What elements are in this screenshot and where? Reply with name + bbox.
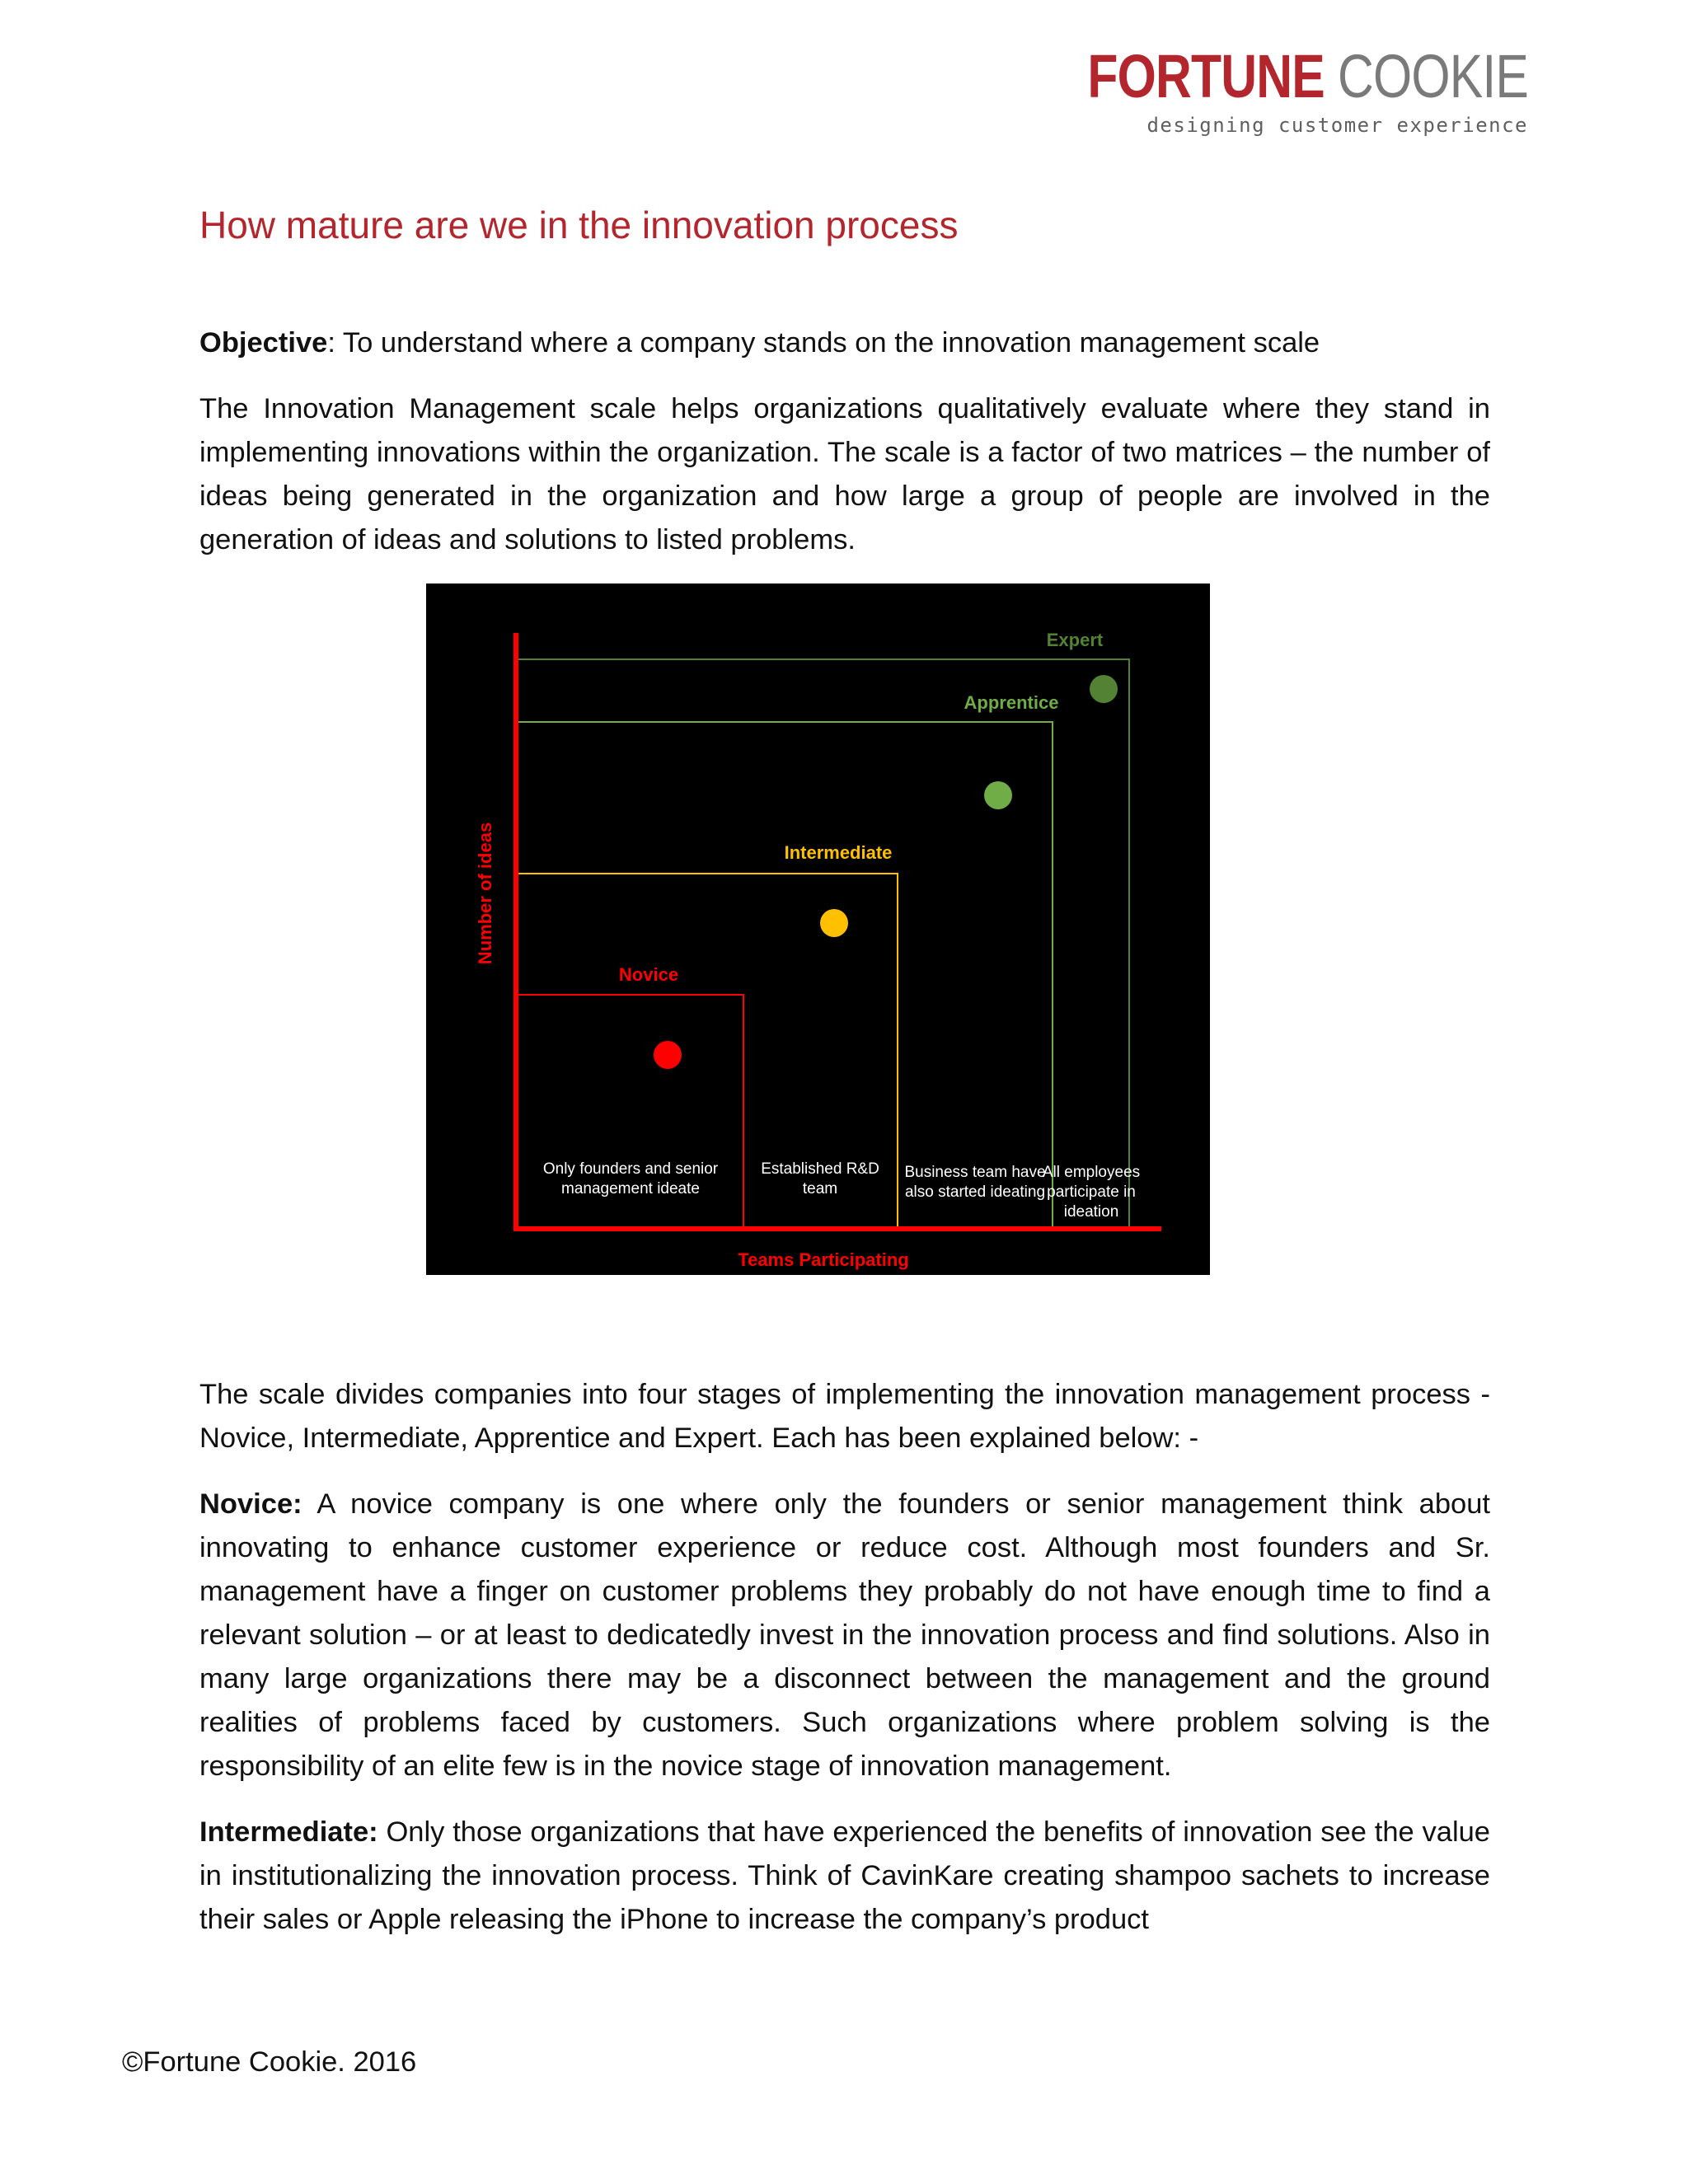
- brand-tagline: designing customer experience: [1146, 114, 1528, 137]
- novice-text: A novice company is one where only the founders or senior management think about innovating to enhance customer experience or reduce cost. Although most founders and Sr. management have a finger on customer problems they probably do not have enough time to find a relevant solution – or at least to dedicatedly invest in the innovation process and find solutions. Also in many large organizations there may be a disconnect between the management and the ground realities of problems faced by customers. Such organizations where problem solving is the responsibility of an elite few is in the novice stage of innovation management.: [199, 1488, 1490, 1782]
- team-label-intermediate: team: [802, 1180, 838, 1197]
- objective-label: Objective: [199, 327, 328, 359]
- chart-svg: [426, 583, 1210, 1275]
- innovation-maturity-chart: [426, 583, 1210, 1275]
- stages-intro-paragraph: The scale divides companies into four stages of implementing the innovation management process - Novice, Intermediate, Apprentice and Expert. Each has been explained below: -: [199, 1379, 1490, 1454]
- team-label-apprentice: also started ideating: [904, 1183, 1046, 1201]
- footer-copyright: ©Fortune Cookie. 2016: [122, 2046, 417, 2078]
- team-label-novice: management ideate: [561, 1180, 700, 1197]
- stage-box-expert: [516, 659, 1129, 1229]
- stages-section: [199, 1373, 1490, 1964]
- x-axis-title: Teams Participating: [738, 1249, 909, 1270]
- team-label-novice: Only founders and senior: [542, 1160, 719, 1178]
- brand-logo: [991, 42, 1528, 137]
- objective-paragraph: [199, 321, 1490, 365]
- novice-label: Novice:: [199, 1488, 302, 1520]
- stage-point-apprentice: [984, 781, 1012, 809]
- brand-name: [1087, 42, 1528, 110]
- stage-label-novice: Novice: [618, 964, 679, 985]
- stage-point-intermediate: [820, 909, 848, 937]
- brand-word-fortune: FORTUNE: [1087, 42, 1325, 110]
- intermediate-paragraph: [199, 1811, 1490, 1942]
- stage-point-novice: [654, 1041, 682, 1069]
- team-label-expert: participate in: [1047, 1183, 1136, 1201]
- page-title: How mature are we in the innovation process: [199, 204, 959, 246]
- stage-label-apprentice: Apprentice: [964, 692, 1059, 713]
- objective-text: : To understand where a company stands on the innovation management scale: [327, 327, 1320, 359]
- team-label-expert: ideation: [1063, 1203, 1119, 1221]
- intro-paragraph: The Innovation Management scale helps organizations qualitatively evaluate where they stand in implementing innovations within the organization. The scale is a factor of two matrices – the number of ideas being generated in the organization and how large a group of people are involved in the generation of ideas and solutions to listed problems.: [199, 393, 1490, 555]
- stage-box-apprentice: [516, 722, 1053, 1229]
- stage-label-intermediate: Intermediate: [784, 842, 893, 863]
- team-label-intermediate: Established R&D: [761, 1160, 879, 1178]
- intermediate-label: Intermediate:: [199, 1816, 378, 1848]
- stage-label-expert: Expert: [1046, 630, 1104, 650]
- intermediate-text: Only those organizations that have experienced the benefits of innovation see the value in institutionalizing the innovation process. Think of CavinKare creating shampoo sachets to increase their sales or Apple releasing the iPhone to increase the company’s product: [199, 1816, 1490, 1935]
- team-label-expert: All employees: [1042, 1164, 1141, 1181]
- stage-point-expert: [1090, 675, 1118, 703]
- intro-section: [199, 321, 1490, 584]
- brand-word-cookie: COOKIE: [1337, 42, 1528, 110]
- y-axis-title: Number of ideas: [475, 822, 495, 965]
- team-label-apprentice: Business team have: [904, 1164, 1046, 1181]
- novice-paragraph: [199, 1483, 1490, 1788]
